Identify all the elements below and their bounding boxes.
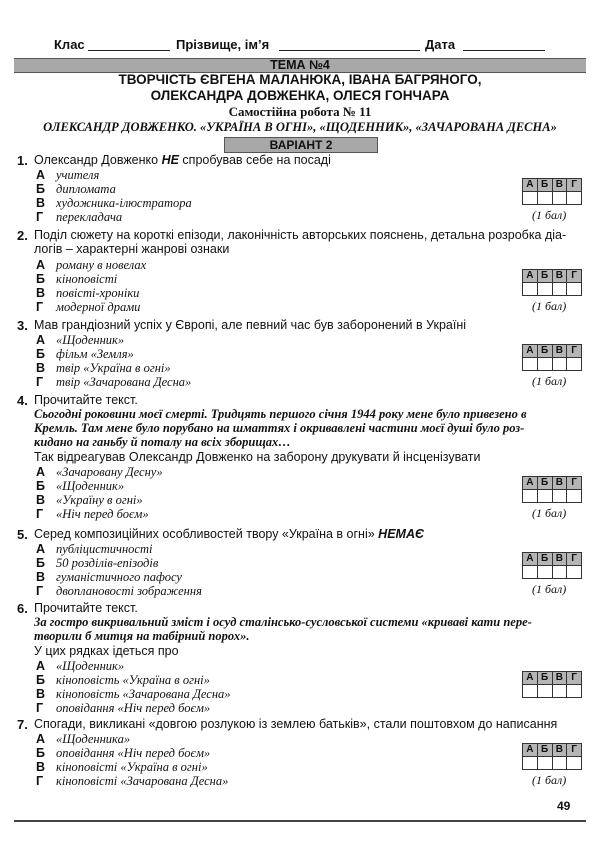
option-b: Б «Щоденник» (36, 479, 125, 493)
option-c: В повісті-хроніки (36, 286, 140, 300)
question-number: 3. (17, 318, 28, 333)
question-number: 2. (17, 228, 28, 243)
answer-cell[interactable] (567, 757, 582, 770)
option-b: Б кіноповість «Україна в огні» (36, 673, 210, 687)
question-prompt: У цих рядках ідеться про (34, 644, 179, 658)
date-field[interactable] (463, 50, 545, 51)
option-a: А «Зачаровану Десну» (36, 465, 163, 479)
answer-grid[interactable]: А Б В Г (522, 344, 582, 371)
answer-cell[interactable] (552, 490, 567, 503)
question-text: Прочитайте текст. (34, 393, 138, 407)
answer-grid[interactable]: А Б В Г (522, 552, 582, 579)
question-number: 6. (17, 601, 28, 616)
answer-cell[interactable] (567, 192, 582, 205)
option-c: В художника-ілюстратора (36, 196, 192, 210)
points-label: (1 бал) (532, 299, 567, 313)
option-c: В кіноповісті «Україна в огні» (36, 760, 208, 774)
answer-cell[interactable] (537, 358, 552, 371)
option-b: Б дипломата (36, 182, 116, 196)
points-label: (1 бал) (532, 773, 567, 787)
quote-text: Сьогодні роковини моєї смерті. Тридцять першого січня 1944 року мене було привезено в Кремль. Там мене було порубано на шматтях і окривавлені частини моєї душі було роз- кидано на ганьбу й поталу на всіх зборищах… (34, 407, 527, 449)
answer-cell[interactable] (552, 358, 567, 371)
question-number: 1. (17, 153, 28, 168)
option-d: Г «Ніч перед боєм» (36, 507, 149, 521)
question-number: 5. (17, 527, 28, 542)
question-prompt: Так відреагував Олександр Довженко на заборону друкувати й інсценізувати (34, 450, 481, 464)
work-subtitle: Самостійна робота № 11 (228, 104, 372, 119)
answer-grid[interactable]: А Б В Г (522, 269, 582, 296)
points-label: (1 бал) (532, 582, 567, 596)
question-number: 4. (17, 393, 28, 408)
answer-cell[interactable] (552, 283, 567, 296)
option-a: А учителя (36, 168, 100, 182)
answer-grid[interactable]: А Б В Г (522, 743, 582, 770)
points-label: (1 бал) (532, 374, 567, 388)
question-text: Поділ сюжету на короткі епізоди, лаконічність авторських пояснень, детальна розробка діа- логів – характерні жанрові ознаки (34, 228, 567, 256)
option-a: А «Щоденник» (36, 333, 125, 347)
works-title: ОЛЕКСАНДР ДОВЖЕНКО. «УКРАЇНА В ОГНІ», «ЩОДЕННИК», «ЗАЧАРОВАНА ДЕСНА» (43, 120, 557, 134)
option-b: Б 50 розділів-епізодів (36, 556, 159, 570)
option-a: А публіцистичності (36, 542, 153, 556)
answer-cell[interactable] (552, 757, 567, 770)
answer-cell[interactable] (523, 566, 538, 579)
option-b: Б фільм «Земля» (36, 347, 134, 361)
points-label: (1 бал) (532, 208, 567, 222)
question-text: Прочитайте текст. (34, 601, 138, 615)
question-text: Олександр Довженко НЕ спробував себе на посаді (34, 153, 331, 167)
answer-cell[interactable] (523, 685, 538, 698)
option-a: А роману в новелах (36, 258, 147, 272)
answer-cell[interactable] (537, 283, 552, 296)
option-b: Б оповідання «Ніч перед боєм» (36, 746, 211, 760)
footer-rule (14, 820, 586, 822)
option-a: А «Щоденника» (36, 732, 131, 746)
quote-text: За гостро викривальний зміст і осуд сталінсько-сусловської системи «криваві кати пере- творили б митця на табірний порох». (34, 615, 532, 643)
option-d: Г модерної драми (36, 300, 141, 314)
topic-number-banner: ТЕМА №4 (14, 58, 586, 73)
option-d: Г двоплановості зображення (36, 584, 202, 598)
question-text: Мав грандіозний успіх у Європі, але певний час був заборонений в Україні (34, 318, 467, 332)
answer-cell[interactable] (537, 192, 552, 205)
answer-cell[interactable] (567, 566, 582, 579)
option-d: Г оповідання «Ніч перед боєм» (36, 701, 211, 715)
class-label: Клас (54, 37, 85, 52)
answer-cell[interactable] (567, 283, 582, 296)
option-c: В кіноповість «Зачарована Десна» (36, 687, 231, 701)
name-field[interactable] (279, 50, 420, 51)
question-text: Серед композиційних особливостей твору «Україна в огні» НЕМАЄ (34, 527, 424, 541)
answer-cell[interactable] (523, 358, 538, 371)
option-d: Г кіноповісті «Зачарована Десна» (36, 774, 229, 788)
question-text: Спогади, викликані «довгою розлукою із землею батьків», стали поштовхом до написання (34, 717, 558, 731)
answer-cell[interactable] (552, 685, 567, 698)
variant-banner: ВАРІАНТ 2 (224, 137, 378, 153)
answer-cell[interactable] (523, 192, 538, 205)
answer-grid[interactable]: А Б В Г (522, 671, 582, 698)
answer-cell[interactable] (537, 566, 552, 579)
page-number: 49 (557, 799, 571, 813)
class-field[interactable] (88, 50, 170, 51)
date-label: Дата (425, 37, 456, 52)
option-a: А «Щоденник» (36, 659, 125, 673)
name-label: Прізвище, ім’я (176, 37, 270, 52)
option-c: В твір «Україна в огні» (36, 361, 171, 375)
answer-cell[interactable] (567, 358, 582, 371)
option-d: Г твір «Зачарована Десна» (36, 375, 192, 389)
answer-cell[interactable] (537, 757, 552, 770)
points-label: (1 бал) (532, 506, 567, 520)
answer-cell[interactable] (552, 192, 567, 205)
answer-cell[interactable] (537, 685, 552, 698)
answer-cell[interactable] (523, 283, 538, 296)
option-d: Г перекладача (36, 210, 123, 224)
header-row (0, 37, 600, 53)
answer-cell[interactable] (523, 757, 538, 770)
answer-cell[interactable] (537, 490, 552, 503)
answer-cell[interactable] (523, 490, 538, 503)
topic-title-line1: ТВОРЧІСТЬ ЄВГЕНА МАЛАНЮКА, ІВАНА БАГРЯНОГО, (118, 72, 482, 87)
answer-cell[interactable] (567, 490, 582, 503)
option-c: В «Україну в огні» (36, 493, 143, 507)
answer-cell[interactable] (567, 685, 582, 698)
option-b: Б кіноповісті (36, 272, 118, 286)
answer-grid[interactable]: А Б В Г (522, 476, 582, 503)
answer-grid[interactable]: А Б В Г (522, 178, 582, 205)
option-c: В гуманістичного пафосу (36, 570, 182, 584)
topic-title-line2: ОЛЕКСАНДРА ДОВЖЕНКА, ОЛЕСЯ ГОНЧАРА (150, 88, 450, 103)
answer-cell[interactable] (552, 566, 567, 579)
question-number: 7. (17, 717, 28, 732)
